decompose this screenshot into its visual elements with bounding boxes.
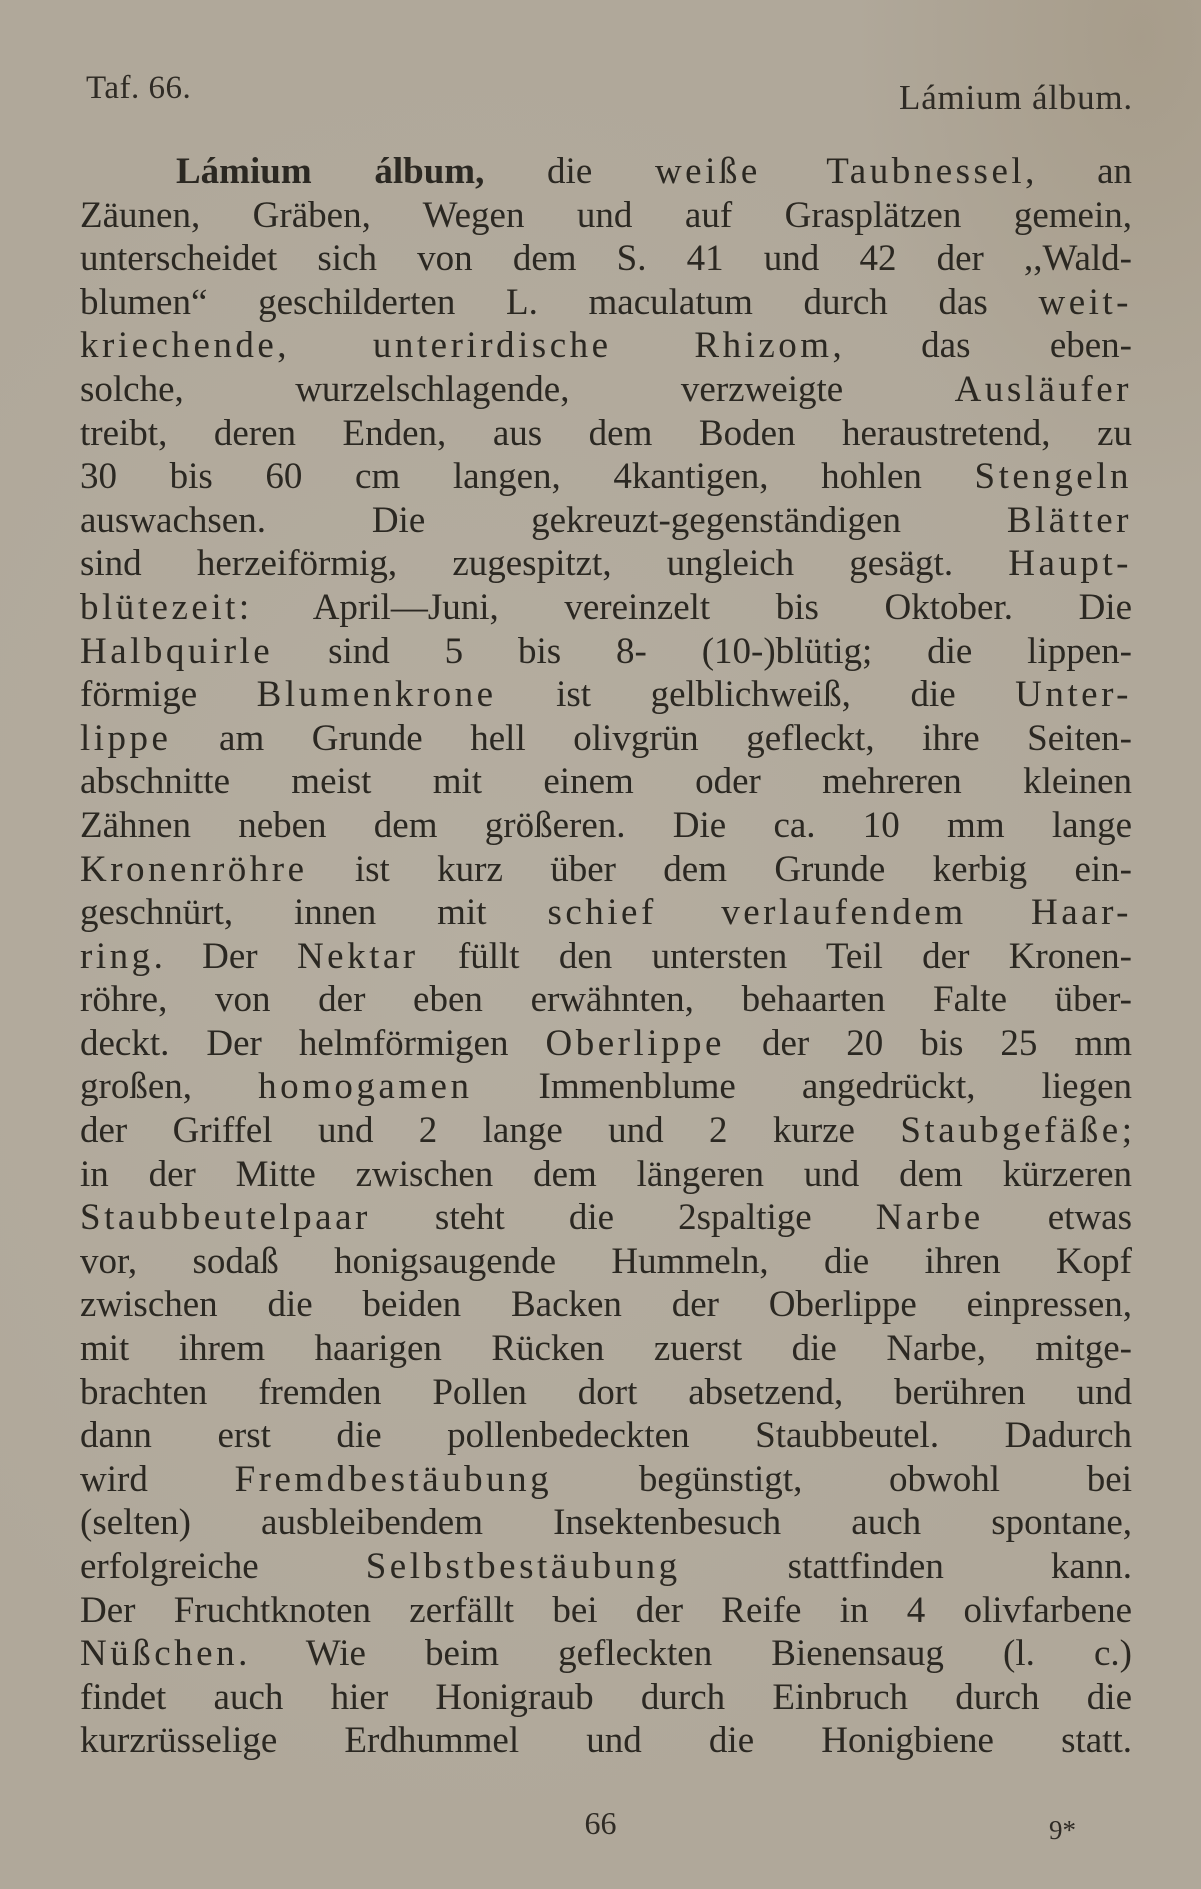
text-run: großen, xyxy=(80,1066,259,1108)
text-run: Lámium álbum, xyxy=(176,151,485,192)
text-run: : April—Juni, vereinzelt bis Oktober. Die xyxy=(238,586,1132,628)
text-run: sind herzeiförmig, zugespitzt, ungleich gesägt. xyxy=(80,543,1009,585)
text-line xyxy=(80,499,1132,543)
text-line xyxy=(80,717,1132,761)
text-run: lippe xyxy=(80,717,172,759)
text-line xyxy=(80,1109,1132,1153)
text-run: auswachsen. Die gekreuzt-gegenständigen xyxy=(80,499,1007,541)
text-line xyxy=(80,1240,1132,1284)
text-run: Haupt- xyxy=(1008,543,1132,585)
text-run: weit- xyxy=(1038,281,1132,323)
text-line xyxy=(80,1065,1132,1109)
text-run: vor, sodaß honigsaugende Hummeln, die ihren Kopf xyxy=(80,1240,1132,1282)
text-run: brachten fremden Pollen dort absetzend, berühren und xyxy=(80,1371,1132,1413)
text-run: mit ihrem haarigen Rücken zuerst die Narbe, mitge- xyxy=(80,1328,1132,1370)
text-line xyxy=(80,412,1132,456)
text-run: ; xyxy=(1121,1110,1132,1152)
text-run: der 20 bis 25 mm xyxy=(724,1022,1133,1064)
text-run: schief verlaufendem Haar- xyxy=(547,892,1133,934)
text-run: Staubbeutelpaar xyxy=(80,1197,371,1239)
text-line xyxy=(80,1196,1132,1240)
text-line xyxy=(80,630,1132,674)
page-number: 66 xyxy=(584,1805,617,1841)
text-run: Blätter xyxy=(1006,499,1132,541)
text-run: 30 bis 60 cm langen, 4kantigen, hohlen xyxy=(80,456,975,498)
text-line xyxy=(80,1501,1132,1545)
text-line xyxy=(80,368,1132,412)
text-run: Narbe xyxy=(875,1197,984,1239)
text-run: sind 5 bis 8- (10-)blütig; die lippen- xyxy=(273,630,1132,672)
text-run: Der Fruchtknoten zerfällt bei der Reife in 4 olivfarbene xyxy=(80,1589,1132,1631)
text-run: Stengeln xyxy=(974,456,1132,498)
text-run: blütezeit xyxy=(80,586,239,628)
text-line xyxy=(80,804,1132,848)
text-line xyxy=(80,1153,1132,1197)
text-run: Staubgefäße xyxy=(900,1110,1122,1152)
text-run: steht die 2spaltige xyxy=(370,1197,876,1239)
text-run: unterscheidet sich von dem S. 41 und 42 der ,,Wald- xyxy=(80,238,1132,280)
text-run: Nüßchen xyxy=(80,1633,239,1675)
species-description xyxy=(80,150,1132,1763)
text-line xyxy=(80,760,1132,804)
text-run: begünstigt, obwohl bei xyxy=(552,1458,1132,1500)
text-run: findet auch hier Honigraub durch Einbruch durch die xyxy=(80,1676,1132,1718)
text-run: Ausläufer xyxy=(954,368,1132,410)
text-run: röhre, von der eben erwähnten, behaarten Falte über- xyxy=(80,979,1132,1021)
text-run: die xyxy=(484,151,655,192)
text-run: ring xyxy=(80,935,154,977)
text-run: in der Mitte zwischen dem längeren und dem kürzeren xyxy=(80,1153,1132,1195)
text-line xyxy=(80,586,1132,630)
signature-mark: 9* xyxy=(1049,1815,1076,1845)
text-run: Fremdbestäubung xyxy=(234,1458,553,1500)
text-run: deckt. Der helmförmigen xyxy=(80,1022,546,1064)
text-line xyxy=(80,978,1132,1022)
text-run: zwischen die beiden Backen der Oberlippe einpressen, xyxy=(80,1284,1132,1326)
text-run: ist gelblichweiß, die xyxy=(496,674,1016,716)
text-run: kurzrüsselige Erdhummel und die Honigbiene statt. xyxy=(80,1720,1132,1762)
text-run: Immenblume angedrückt, liegen xyxy=(472,1066,1133,1108)
text-run: blumen“ geschilderten L. maculatum durch das xyxy=(80,281,1039,323)
text-run: treibt, deren Enden, aus dem Boden heraustretend, zu xyxy=(80,412,1132,454)
text-run: Zäunen, Gräben, Wegen und auf Grasplätzen gemein, xyxy=(80,194,1132,236)
text-line xyxy=(80,1545,1132,1589)
text-run: , das eben- xyxy=(832,325,1132,367)
text-run: weiße Taubnessel xyxy=(654,151,1026,192)
text-run: Selbstbestäubung xyxy=(365,1546,681,1587)
text-line xyxy=(80,281,1132,325)
text-run: geschnürt, innen mit xyxy=(80,892,548,934)
text-run: . Wie beim gefleckten Bienensaug (l. c.) xyxy=(238,1633,1132,1675)
text-run: Halbquirle xyxy=(80,630,274,672)
text-run: , an xyxy=(1025,151,1133,192)
text-line xyxy=(80,1632,1132,1676)
text-line xyxy=(80,1283,1132,1327)
text-line xyxy=(80,891,1132,935)
text-line xyxy=(80,1676,1132,1720)
text-run: (selten) ausbleibendem Insektenbesuch auch spontane, xyxy=(80,1502,1132,1544)
text-run: Zähnen neben dem größeren. Die ca. 10 mm lange xyxy=(80,804,1132,846)
text-line xyxy=(80,542,1132,586)
text-run: homogamen xyxy=(258,1066,473,1108)
text-run: wird xyxy=(80,1458,235,1500)
text-line xyxy=(80,324,1132,368)
text-run: solche, wurzelschlagende, verzweigte xyxy=(80,368,955,410)
text-run: förmige xyxy=(80,674,257,716)
text-run: füllt den untersten Teil der Kronen- xyxy=(418,935,1132,977)
text-run: . Der xyxy=(153,935,297,977)
text-line xyxy=(80,673,1132,717)
text-line xyxy=(80,1414,1132,1458)
text-run: etwas xyxy=(983,1197,1132,1239)
text-run: Oberlippe xyxy=(545,1022,725,1064)
text-line xyxy=(80,1719,1132,1763)
text-run: kriechende, unterirdische Rhizom xyxy=(80,325,833,367)
text-run: Kronenröhre xyxy=(80,848,308,890)
plate-number: Taf. 66. xyxy=(86,70,192,106)
running-title: Lámium álbum. xyxy=(899,78,1133,117)
text-run: dann erst die pollenbedeckten Staubbeutel. Dadurch xyxy=(80,1415,1132,1457)
text-run: Blumenkrone xyxy=(256,674,497,716)
text-run: Nektar xyxy=(296,935,419,977)
text-line xyxy=(80,1022,1132,1066)
text-run: abschnitte meist mit einem oder mehreren kleinen xyxy=(80,761,1132,803)
text-run: Unter- xyxy=(1015,674,1132,716)
text-run: der Griffel und 2 lange und 2 kurze xyxy=(80,1110,901,1152)
text-run: ist kurz über dem Grunde kerbig ein- xyxy=(307,848,1132,890)
text-line xyxy=(80,935,1132,979)
text-run: am Grunde hell olivgrün gefleckt, ihre Seiten- xyxy=(171,717,1132,759)
text-run: erfolgreiche xyxy=(80,1546,366,1587)
text-line xyxy=(80,848,1132,892)
text-line xyxy=(80,1589,1132,1633)
text-line xyxy=(80,150,1132,194)
text-line xyxy=(80,1458,1132,1502)
text-line xyxy=(80,1327,1132,1371)
text-line xyxy=(80,194,1132,238)
text-line xyxy=(80,455,1132,499)
text-line xyxy=(80,237,1132,281)
text-run: stattfinden kann. xyxy=(680,1546,1133,1587)
text-line xyxy=(80,1371,1132,1415)
